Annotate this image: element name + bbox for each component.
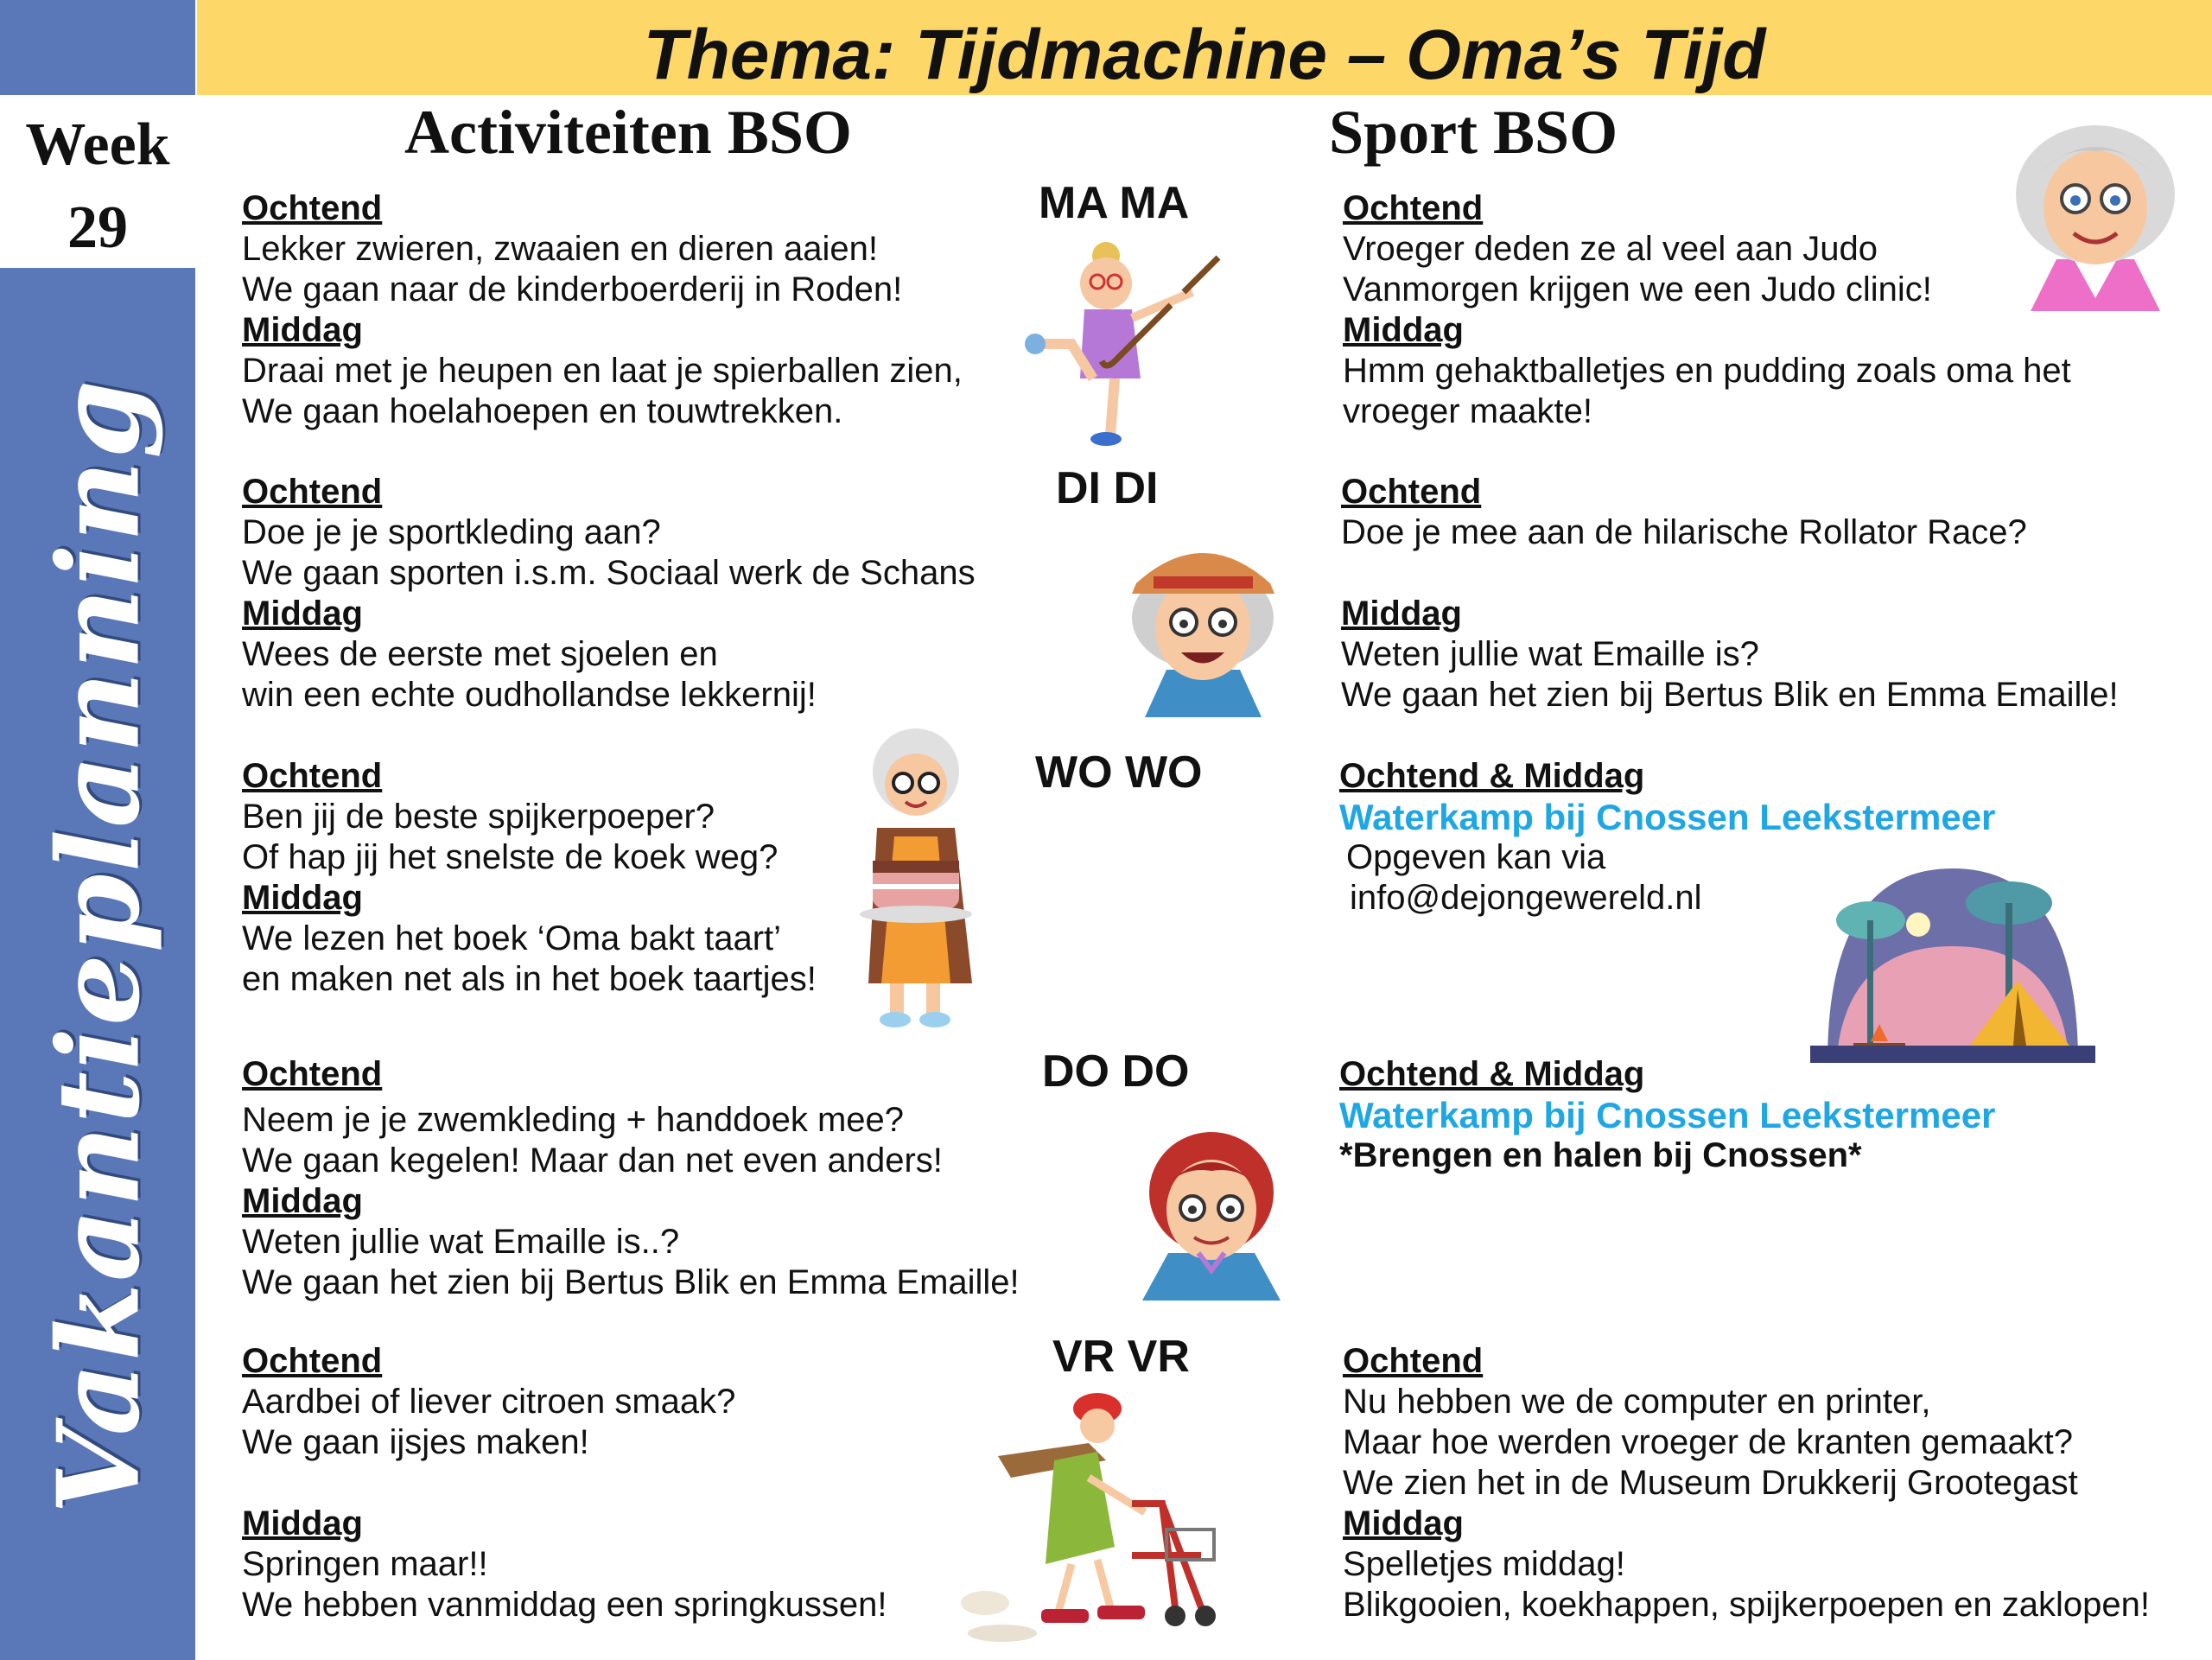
friday-sport-middag-line: Blikgooien, koekhappen, spijkerpoepen en zaklopen! <box>1343 1586 2151 1624</box>
monday-act-middag-label: Middag <box>242 311 363 349</box>
wednesday-sport-line: Opgeven kan via <box>1346 838 1606 876</box>
wednesday-act-ochtend-line: Of hap jij het snelste de koek weg? <box>242 838 779 876</box>
tuesday-sport-middag-line: Weten jullie wat Emaille is? <box>1341 635 1759 673</box>
tuesday-activities <box>242 472 976 716</box>
wednesday-act-middag-line: en maken net als in het boek taartjes! <box>242 960 817 998</box>
wednesday-act-middag-label: Middag <box>242 879 363 917</box>
tuesday-act-middag-line: Wees de eerste met sjoelen en <box>242 635 718 673</box>
thursday-sport-highlight: Waterkamp bij Cnossen Leekstermeer <box>1339 1095 1996 1135</box>
monday-sport-ochtend-line: Vanmorgen krijgen we een Judo clinic! <box>1343 270 1932 308</box>
monday-act-ochtend-line: Lekker zwieren, zwaaien en dieren aaien! <box>242 230 878 268</box>
thursday-activities <box>242 1054 1020 1303</box>
theme-banner: Thema: Tijdmachine – Oma’s Tijd <box>197 0 2212 95</box>
redhair-grandma-illustration <box>1134 1123 1289 1301</box>
tuesday-sport <box>1341 472 2119 716</box>
wednesday-sport-highlight: Waterkamp bij Cnossen Leekstermeer <box>1339 797 1996 837</box>
friday-act-middag-line: We hebben vanmiddag een springkussen! <box>242 1586 887 1624</box>
day-label-monday: MA MA <box>1039 178 1190 228</box>
grandma-portrait-illustration <box>2005 112 2186 320</box>
monday-sport-middag-label: Middag <box>1343 311 1464 349</box>
monday-sport-middag-line: Hmm gehaktballetjes en pudding zoals oma het <box>1343 352 2071 390</box>
tuesday-act-middag-line: win een echte oudhollandse lekkernij! <box>242 676 817 714</box>
thursday-act-middag-line: Weten jullie wat Emaille is..? <box>242 1223 680 1261</box>
thursday-act-middag-line: We gaan het zien bij Bertus Blik en Emma Emaille! <box>242 1263 1020 1301</box>
monday-act-ochtend-line: We gaan naar de kinderboerderij in Roden! <box>242 270 903 308</box>
tuesday-sport-ochtend-line: Doe je mee aan de hilarische Rollator Race? <box>1341 513 2027 551</box>
monday-act-ochtend-label: Ochtend <box>242 189 383 227</box>
friday-sport-ochtend-line: Nu hebben we de computer en printer, <box>1343 1383 1931 1421</box>
monday-activities <box>242 188 963 432</box>
friday-sport-ochtend-line: We zien het in de Museum Drukkerij Grootegast <box>1343 1464 2078 1502</box>
tuesday-act-middag-label: Middag <box>242 595 363 633</box>
friday-act-ochtend-line: Aardbei of liever citroen smaak? <box>242 1383 736 1421</box>
tuesday-sport-middag-line: We gaan het zien bij Bertus Blik en Emma Emaille! <box>1341 676 2119 714</box>
friday-sport-middag-line: Spelletjes middag! <box>1343 1545 1625 1583</box>
thursday-act-middag-label: Middag <box>242 1182 363 1220</box>
thursday-sport-note: *Brengen en halen bij Cnossen* <box>1339 1136 1862 1174</box>
friday-sport-ochtend-label: Ochtend <box>1343 1342 1484 1380</box>
friday-sport <box>1343 1341 2150 1625</box>
grandma-hat-illustration <box>1119 531 1287 717</box>
day-label-wednesday: WO WO <box>1035 747 1203 798</box>
wednesday-activities <box>242 756 817 1000</box>
tuesday-act-ochtend-label: Ochtend <box>242 473 383 511</box>
wednesday-act-ochtend-line: Ben jij de beste spijkerpoeper? <box>242 798 715 836</box>
grandma-cake-illustration <box>855 724 989 1031</box>
sport-heading: Sport BSO <box>1329 98 1618 167</box>
friday-act-middag-line: Springen maar!! <box>242 1545 488 1583</box>
friday-sport-ochtend-line: Maar hoe werden vroeger de kranten gemaakt? <box>1343 1423 2073 1461</box>
camping-scene-illustration <box>1810 868 2095 1063</box>
monday-sport-ochtend-line: Vroeger deden ze al veel aan Judo <box>1343 230 1878 268</box>
friday-act-ochtend-label: Ochtend <box>242 1342 383 1380</box>
week-label: Week <box>25 111 170 178</box>
friday-act-middag-label: Middag <box>242 1504 363 1542</box>
tuesday-act-ochtend-line: We gaan sporten i.s.m. Sociaal werk de Schans <box>242 554 976 592</box>
tuesday-act-ochtend-line: Doe je je sportkleding aan? <box>242 513 661 551</box>
tuesday-sport-middag-label: Middag <box>1341 595 1462 633</box>
wednesday-act-ochtend-label: Ochtend <box>242 757 383 795</box>
monday-sport-middag-line: vroeger maakte! <box>1343 392 1593 430</box>
tuesday-sport-ochtend-label: Ochtend <box>1341 473 1482 511</box>
thursday-sport-label: Ochtend & Middag <box>1339 1055 1645 1093</box>
monday-act-middag-line: We gaan hoelahoepen en touwtrekken. <box>242 392 843 430</box>
wednesday-sport-email[interactable]: info@dejongewereld.nl <box>1350 879 1702 917</box>
monday-sport-ochtend-label: Ochtend <box>1343 189 1484 227</box>
thursday-sport <box>1339 1054 1995 1176</box>
day-label-thursday: DO DO <box>1042 1046 1190 1097</box>
activities-heading: Activiteiten BSO <box>404 98 852 167</box>
thursday-act-ochtend-line: We gaan kegelen! Maar dan net even anders! <box>242 1142 943 1180</box>
thursday-act-ochtend-line: Neem je je zwemkleding + handdoek mee? <box>242 1101 904 1139</box>
wednesday-act-middag-line: We lezen het boek ‘Oma bakt taart’ <box>242 919 782 957</box>
friday-activities <box>242 1341 887 1625</box>
monday-sport <box>1343 188 2071 432</box>
thursday-act-ochtend-label: Ochtend <box>242 1055 383 1093</box>
day-label-tuesday: DI DI <box>1056 463 1159 513</box>
sidebar-title: Vakantieplanning <box>32 378 165 1515</box>
week-box <box>0 95 195 268</box>
monday-act-middag-line: Draai met je heupen en laat je spierballen zien, <box>242 352 963 390</box>
friday-sport-middag-label: Middag <box>1343 1504 1464 1542</box>
dancing-grandma-illustration <box>1020 232 1236 448</box>
friday-act-ochtend-line: We gaan ijsjes maken! <box>242 1423 589 1461</box>
wednesday-sport-label: Ochtend & Middag <box>1339 757 1645 795</box>
week-number: 29 <box>67 194 128 261</box>
day-label-friday: VR VR <box>1052 1332 1190 1382</box>
rollator-grandma-illustration <box>959 1391 1253 1650</box>
